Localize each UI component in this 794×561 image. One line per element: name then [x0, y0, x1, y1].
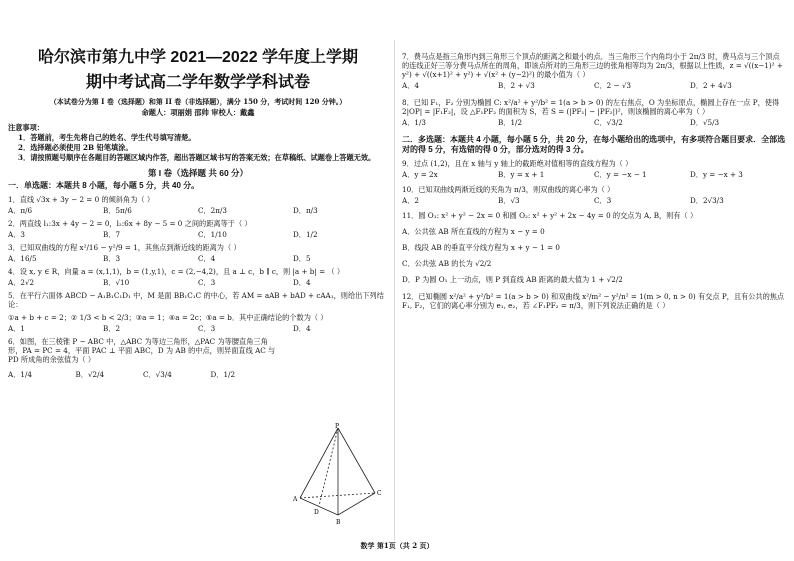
question-text: 8．已知 F₁，F₂ 分别为椭圆 C: x²/a² + y²/b² = 1(a > b > 0) 的左右焦点，O 为坐标原点，椭圆上存在一点 P，使得 2|OP| = |F₁F₂|，设 △F₁PF₂ 的面积为 S，若 S = (|PF₁| − |PF₂|)²，则该椭圆的离心率为（ ）	[402, 98, 780, 116]
page-footer: 数学 第1页（共 2 页）	[360, 541, 434, 550]
segment-pd	[319, 428, 338, 506]
option: B．√3	[498, 196, 520, 205]
question-text: 7．费马点是指三角形内到三角形三个顶点的距离之和最小的点．当三角形三个内角均小于 2π/3 时，费马点与三个顶点的连线正好三等分费马点所在的周角，即该点所对的三角形三边的张角相等均为 2π/3，根据以上性质，z = √((x−1)² + y²) + √((x+1)² + y²) + √(x² + (y−2)²) 的最小值为（ ）	[402, 52, 783, 79]
question-text: 2．两直线 l₁:3x + 4y − 2 = 0，l₂:6x + 8y − 5 = 0 之间的距离等于（ ）	[8, 218, 252, 228]
option: D．y = −x + 3	[690, 170, 743, 179]
options-row	[8, 230, 388, 239]
options-row	[8, 278, 388, 287]
section-title: 第 I 卷（选择题 共 60 分）	[147, 168, 249, 179]
option: C．公共弦 AB 的长为 √2/2	[402, 259, 492, 268]
option: A．2	[402, 196, 419, 205]
question-1	[8, 195, 388, 215]
options-row	[8, 206, 388, 215]
note-item: 2．选择题必须使用 2B 铅笔填涂。	[18, 143, 133, 153]
page-title-line2: 期中考试高二学年数学学科试卷	[85, 73, 310, 91]
option: D．2 + 4√3	[690, 81, 732, 90]
option: B．2 + √3	[498, 81, 535, 90]
question-9	[402, 159, 786, 179]
edge-pc	[338, 428, 375, 493]
option: D．5	[293, 253, 311, 263]
options-row	[8, 254, 388, 263]
option: B．√2/4	[75, 369, 105, 379]
option: D．4	[293, 323, 311, 333]
proposer-line: 命题人：项丽娟 邵帅 审校人：戴鑫	[141, 108, 255, 118]
question-6	[8, 337, 278, 364]
label-c: C	[377, 490, 382, 497]
question-10	[402, 185, 786, 205]
option: A．1/4	[8, 369, 32, 379]
option: C．3	[594, 196, 612, 205]
column-divider	[394, 40, 395, 540]
option: C．1/10	[198, 229, 227, 239]
option: C．2π/3	[198, 205, 227, 215]
question-text: 1．直线 √3x + 3y − 2 = 0 的倾斜角为（ ）	[8, 194, 155, 204]
question-text-cont: ①a + b + c = 2；② 1/3 < b < 2/3；③a = 1；④a = 2c；⑤a = b．其中正确结论的个数为（ ）	[8, 312, 328, 322]
question-2	[8, 219, 388, 239]
section-header: 一．单选题：本题共 8 小题，每小题 5 分，共 40 分。	[8, 180, 200, 190]
options-row	[8, 324, 388, 333]
option: B．√10	[103, 277, 130, 287]
options-row	[402, 118, 786, 127]
section-header-multi: 二．多选题：本题共 4 小题，每小题 5 分，共 20 分，在每小题给出的选项中，有多项符合题目要求．全部选对的得 5 分，有选错的得 0 分，部分选对的得 3 分。	[402, 135, 786, 154]
option: B．3	[103, 253, 121, 263]
option: B．线段 AB 的垂直平分线方程为 x + y − 1 = 0	[402, 243, 560, 252]
option: A．y = 2x	[402, 170, 438, 179]
edge-pa	[300, 428, 338, 498]
option: D．4	[293, 277, 311, 287]
option: A．3	[8, 229, 25, 239]
question-text: 4．设 x, y ∈ R，向量 a = (x,1,1)，b = (1,y,1)，c = (2,−4,2)，且 a ⊥ c，b ∥ c，则 |a + b| = （ ）	[8, 266, 345, 276]
option: D．1/2	[293, 229, 318, 239]
option: C．√3/4	[143, 369, 172, 379]
question-7	[402, 52, 786, 90]
option: A．2√2	[8, 277, 35, 287]
question-text: 10．已知双曲线两渐近线的夹角为 π/3，则双曲线的离心率为（ ）	[402, 185, 615, 194]
left-column	[8, 0, 388, 382]
page-title: 哈尔滨市第九中学 2021—2022 学年度上学期	[37, 49, 359, 66]
option: B．5π/6	[103, 205, 132, 215]
edge-ac	[300, 493, 375, 498]
option: B．2	[103, 323, 121, 333]
option: C．y = −x − 1	[594, 170, 647, 179]
question-11	[402, 211, 786, 284]
options-row	[402, 196, 786, 205]
label-a: A	[293, 496, 298, 503]
right-column	[402, 48, 786, 311]
label-b: B	[336, 519, 341, 526]
option: B．y = x + 1	[498, 170, 545, 179]
question-3	[8, 243, 388, 263]
edge-ab	[300, 498, 338, 515]
option: D．P 为圆 O₁ 上一动点，则 P 到直线 AB 距离的最大值为 1 + √2/2	[402, 275, 623, 284]
option: A．公共弦 AB 所在直线的方程为 x − y = 0	[402, 227, 545, 236]
options-row	[402, 81, 786, 90]
question-text: 5．在平行六面体 ABCD − A₁B₁C₁D₁ 中，M 是面 BB₁C₁C 的中心，若 AM = aAB + bAD + cAA₁，则给出下列结论：	[8, 290, 384, 309]
question-text: 6．如图，在三棱锥 P − ABC 中，△ABC 为等边三角形，△PAC 为等腰直角三角形，PA = PC = 4，平面 PAC ⊥ 平面 ABC，D 为 AB 的中点，则异面直线 AC 与 PD 所成角的余弦值为（ ）	[8, 336, 276, 364]
options-row	[402, 170, 786, 179]
question-text: 9．过点 (1,2)，且在 x 轴与 y 轴上的截距绝对值相等的直线方程为（ ）	[402, 159, 633, 168]
label-p: P	[335, 423, 340, 430]
pyramid-figure	[290, 423, 385, 533]
question-5	[8, 291, 388, 333]
exam-info: （本试卷分为第 I 卷（选择题）和第 II 卷（非选择题），满分 150 分，考试时间 120 分钟。）	[49, 96, 347, 106]
option: B．7	[103, 229, 121, 239]
option: C．2 − √3	[594, 81, 632, 90]
question-8	[402, 98, 786, 127]
question-12	[402, 292, 786, 310]
edge-bc	[338, 493, 375, 515]
option: C．√3/2	[594, 118, 623, 127]
option: D．2√3/3	[690, 196, 724, 205]
option: C．3	[198, 323, 216, 333]
option: A．1	[8, 323, 25, 333]
note-item: 1．答题前，考生先将自己的姓名、学生代号填写清楚。	[18, 133, 196, 143]
label-d: D	[314, 509, 319, 516]
option: A．4	[402, 81, 419, 90]
notes-heading: 注意事项：	[8, 123, 44, 133]
option: D．√5/3	[690, 118, 720, 127]
option: B．1/2	[498, 118, 523, 127]
question-4	[8, 267, 388, 287]
option: A．1/3	[402, 118, 426, 127]
question-text: 11．圆 O₁: x² + y² − 2x = 0 和圆 O₂: x² + y² + 2x − 4y = 0 的交点为 A, B，则有（ ）	[402, 211, 698, 220]
question-text: 12．已知椭圆 x²/a² + y²/b² = 1(a > b > 0) 和双曲线 x²/m² − y²/n² = 1(m > 0, n > 0) 有交点 P，且有公共的焦点 F₁, F₂，它们的离心率分别为 e₁, e₂，若 ∠F₁PF₂ = π/3，则下列说法正确的是（ ）	[402, 292, 785, 310]
option: C．4	[198, 253, 216, 263]
note-item: 3．请按照题号顺序在各题目的答题区域内作答，超出答题区域书写的答案无效；在草稿纸、试题卷上答题无效。	[18, 153, 376, 163]
option: A．π/6	[8, 205, 33, 215]
option: D．π/3	[293, 205, 318, 215]
option: A．16/5	[8, 253, 37, 263]
options-row	[8, 370, 278, 379]
option: C．3	[198, 277, 216, 287]
option: D．1/2	[210, 369, 236, 379]
question-text: 3．已知双曲线的方程 x²/16 − y²/9 = 1，其焦点到渐近线的距离为（ ）	[8, 242, 241, 252]
